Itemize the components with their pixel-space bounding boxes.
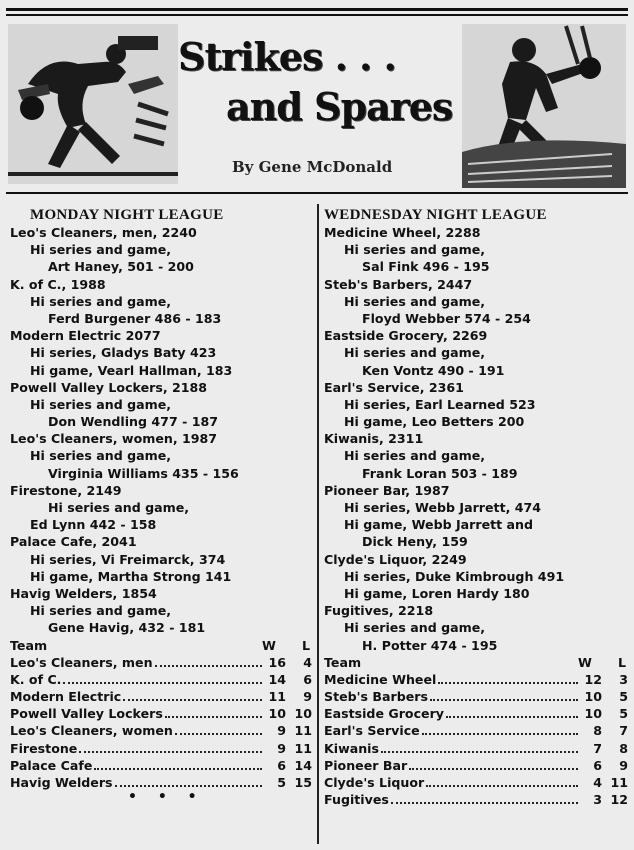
high-score-line: Don Wendling 477 - 187 — [48, 414, 218, 430]
standings-wins: 16 — [268, 654, 286, 670]
high-score-line: Hi series and game, — [30, 242, 172, 258]
standings-wins: 5 — [277, 775, 286, 790]
standings-wins: 3 — [593, 792, 602, 808]
leader-dots — [115, 785, 262, 787]
high-score-line: Hi series and game, — [30, 448, 172, 464]
top-rule — [6, 8, 628, 11]
standings-wins: 6 — [277, 757, 286, 773]
team-result — [8, 276, 314, 328]
standings-wins-header: W — [262, 637, 276, 653]
standings-team: Eastside Grocery — [324, 706, 444, 722]
standings-losses-header: L — [301, 637, 310, 653]
standings-team: Fugitives — [324, 792, 389, 808]
standings-losses: 11 — [294, 740, 312, 756]
standings-team: Pioneer Bar — [324, 757, 408, 773]
standings-team: Medicine Wheel — [324, 671, 437, 687]
team-result — [8, 585, 314, 637]
team-result — [8, 482, 314, 534]
standings-losses: 11 — [294, 723, 312, 739]
standings-losses: 14 — [294, 757, 312, 773]
standings-wins: 8 — [593, 723, 602, 739]
leader-dots — [422, 733, 578, 735]
team-result — [322, 430, 630, 482]
standings-wins: 6 — [593, 757, 602, 773]
high-score-line: Hi series and game, — [30, 396, 172, 412]
team-result — [322, 551, 630, 603]
standings-row — [8, 740, 314, 757]
league-results — [322, 224, 630, 654]
leader-dots — [155, 665, 262, 667]
high-score-line: Hi game, Loren Hardy 180 — [344, 585, 530, 601]
team-score-line: Clyde's Liquor, 2249 — [324, 551, 467, 567]
standings-team: Firestone — [10, 740, 78, 756]
standings-team: Palace Cafe — [10, 757, 93, 773]
standings-wins: 4 — [593, 775, 602, 790]
high-score-line: Ed Lynn 442 - 158 — [30, 517, 157, 533]
standings-row — [8, 688, 314, 705]
team-score-line: Modern Electric 2077 — [10, 328, 161, 344]
team-result — [8, 379, 314, 431]
column-divider — [317, 204, 319, 844]
standings-losses: 5 — [619, 706, 628, 722]
column-masthead — [0, 0, 634, 196]
high-score-line: Gene Havig, 432 - 181 — [48, 620, 206, 636]
team-score-line: Leo's Cleaners, women, 1987 — [10, 431, 218, 447]
standings-row — [8, 671, 314, 688]
standings-header — [8, 637, 314, 654]
high-score-line: Hi series and game, — [344, 242, 486, 258]
team-result — [322, 224, 630, 276]
team-result — [8, 533, 314, 585]
high-score-line: Dick Heny, 159 — [362, 534, 468, 550]
leader-dots — [381, 751, 578, 753]
leader-dots — [426, 785, 578, 787]
standings-losses: 4 — [303, 654, 312, 670]
high-score-line: Hi game, Vearl Hallman, 183 — [30, 362, 233, 378]
high-score-line: Hi game, Leo Betters 200 — [344, 414, 525, 430]
standings-losses: 10 — [294, 706, 312, 722]
team-result — [8, 224, 314, 276]
standings-losses: 8 — [619, 740, 628, 756]
standings-row — [322, 688, 630, 705]
standings-wins: 10 — [268, 706, 286, 722]
high-score-line: Floyd Webber 574 - 254 — [362, 310, 531, 326]
high-score-line: Ferd Burgener 486 - 183 — [48, 310, 222, 326]
team-result — [322, 379, 630, 431]
team-score-line: Steb's Barbers, 2447 — [324, 276, 473, 292]
standings-team: Havig Welders — [10, 775, 113, 790]
team-result — [322, 482, 630, 551]
monday-league-column — [8, 206, 314, 806]
standings-team: Steb's Barbers — [324, 689, 428, 705]
high-score-line: Frank Loran 503 - 189 — [362, 465, 518, 481]
masthead-bottom-rule — [6, 192, 628, 194]
team-score-line: Powell Valley Lockers, 2188 — [10, 379, 208, 395]
standings-team: Earl's Service — [324, 723, 420, 739]
standings-row — [322, 705, 630, 722]
high-score-line: Hi series, Earl Learned 523 — [344, 396, 536, 412]
high-score-line: Hi series, Duke Kimbrough 491 — [344, 568, 565, 584]
high-score-line: Hi series and game, — [344, 293, 486, 309]
standings-wins: 10 — [584, 689, 602, 705]
team-result — [322, 276, 630, 328]
leader-dots — [175, 733, 262, 735]
standings-wins: 7 — [593, 740, 602, 756]
team-score-line: Eastside Grocery, 2269 — [324, 328, 488, 344]
team-result — [8, 327, 314, 379]
leader-dots — [94, 768, 262, 770]
standings-team: Leo's Cleaners, women — [10, 723, 173, 739]
byline: By Gene McDonald — [232, 158, 393, 176]
standings-team: Modern Electric — [10, 689, 122, 705]
standings-header — [322, 654, 630, 671]
standings-team: Powell Valley Lockers — [10, 706, 163, 722]
standings-losses: 12 — [610, 792, 628, 808]
leader-dots — [165, 716, 262, 718]
standings-row — [322, 774, 630, 791]
standings-team: Clyde's Liquor — [324, 775, 425, 790]
standings-wins: 9 — [277, 740, 286, 756]
standings-team: Kiwanis — [324, 740, 379, 756]
standings-team: Leo's Cleaners, men — [10, 654, 153, 670]
standings-losses-header: L — [617, 654, 626, 670]
leader-dots — [391, 802, 578, 804]
standings-team-header: Team — [10, 637, 48, 653]
league-results — [8, 224, 314, 637]
standings-wins: 10 — [584, 706, 602, 722]
high-score-line: Hi series and game, — [344, 448, 486, 464]
standings-row — [322, 671, 630, 688]
high-score-line: Hi series and game, — [344, 345, 486, 361]
end-mark: • • • — [128, 789, 205, 806]
standings-row — [8, 654, 314, 671]
standings-table — [322, 671, 630, 809]
high-score-line: Hi series, Vi Freimarck, 374 — [30, 551, 226, 567]
team-score-line: Palace Cafe, 2041 — [10, 534, 137, 550]
leader-dots — [79, 751, 262, 753]
high-score-line: Hi game, Martha Strong 141 — [30, 568, 232, 584]
standings-row — [8, 722, 314, 739]
column-title-line2: and Spares — [226, 84, 453, 129]
high-score-line: Hi series and game, — [30, 293, 172, 309]
standings-team: K. of C. — [10, 671, 62, 687]
team-result — [8, 430, 314, 482]
league-title: MONDAY NIGHT LEAGUE — [30, 207, 224, 223]
standings-losses: 15 — [294, 775, 312, 790]
high-score-line: Sal Fink 496 - 195 — [362, 259, 490, 275]
high-score-line: H. Potter 474 - 195 — [362, 637, 498, 653]
standings-row — [8, 705, 314, 722]
standings-row — [322, 757, 630, 774]
column-title-line1: Strikes . . . — [178, 34, 396, 79]
team-score-line: Medicine Wheel, 2288 — [324, 225, 481, 240]
leader-dots — [430, 699, 578, 701]
high-score-line: Hi series and game, — [48, 500, 190, 515]
high-score-line: Virginia Williams 435 - 156 — [48, 465, 239, 481]
standings-row — [8, 757, 314, 774]
standings-losses: 7 — [619, 723, 628, 739]
team-score-line: Pioneer Bar, 1987 — [324, 482, 450, 498]
leader-dots — [446, 716, 578, 718]
standings-row — [322, 722, 630, 739]
standings-losses: 5 — [619, 689, 628, 705]
standings-table — [8, 654, 314, 792]
leader-dots — [409, 768, 578, 770]
high-score-line: Hi series and game, — [344, 620, 486, 636]
standings-wins: 12 — [584, 671, 602, 687]
standings-losses: 11 — [610, 775, 628, 790]
standings-wins: 14 — [268, 671, 286, 687]
standings-row — [322, 791, 630, 808]
standings-wins: 9 — [277, 723, 286, 739]
team-score-line: Firestone, 2149 — [10, 482, 122, 498]
leader-dots — [63, 682, 262, 684]
bowler-illustration-right — [462, 24, 626, 188]
standings-wins-header: W — [578, 654, 592, 670]
leader-dots — [123, 699, 262, 701]
standings-team-header: Team — [324, 654, 362, 670]
team-score-line: Earl's Service, 2361 — [324, 379, 464, 395]
wednesday-league-column — [322, 206, 630, 808]
top-rule-thin — [6, 14, 628, 16]
high-score-line: Hi series, Webb Jarrett, 474 — [344, 500, 542, 515]
high-score-line: Hi series and game, — [30, 603, 172, 619]
team-score-line: Fugitives, 2218 — [324, 603, 434, 619]
bowler-illustration-left — [8, 24, 178, 184]
league-title: WEDNESDAY NIGHT LEAGUE — [324, 207, 547, 223]
standings-losses: 9 — [303, 689, 312, 705]
standings-losses: 6 — [303, 671, 312, 687]
high-score-line: Art Haney, 501 - 200 — [48, 259, 194, 275]
team-score-line: Leo's Cleaners, men, 2240 — [10, 225, 197, 240]
leader-dots — [438, 682, 578, 684]
standings-row — [322, 740, 630, 757]
team-result — [322, 602, 630, 654]
high-score-line: Ken Vontz 490 - 191 — [362, 362, 505, 378]
standings-losses: 3 — [619, 671, 628, 687]
standings-losses: 9 — [619, 757, 628, 773]
standings-wins: 11 — [268, 689, 286, 705]
high-score-line: Hi game, Webb Jarrett and — [344, 517, 534, 533]
team-score-line: Havig Welders, 1854 — [10, 585, 157, 601]
team-score-line: K. of C., 1988 — [10, 276, 106, 292]
high-score-line: Hi series, Gladys Baty 423 — [30, 345, 217, 361]
team-result — [322, 327, 630, 379]
team-score-line: Kiwanis, 2311 — [324, 431, 424, 447]
